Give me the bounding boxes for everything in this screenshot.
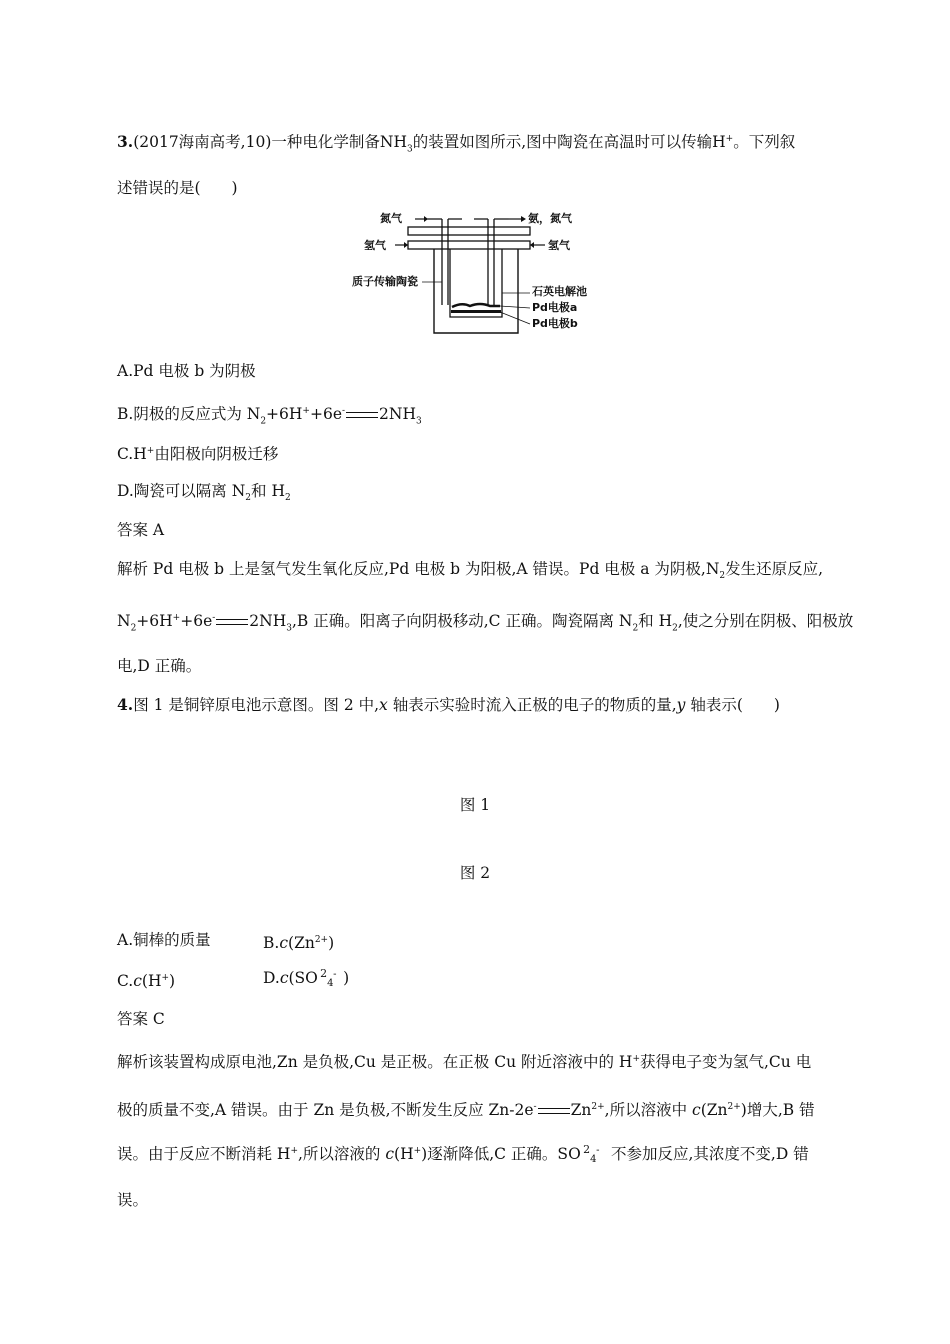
q4-option-c: C.c(H+) — [117, 972, 176, 991]
label-hydrogen-right: 氢气 — [548, 239, 570, 252]
q3-stem-line2: 述错误的是( ) — [117, 179, 238, 197]
label-electrode-a: Pd电极a — [532, 301, 578, 314]
q3-number: 3. — [117, 132, 134, 152]
q3-option-a: A.Pd 电极 b 为阴极 — [117, 362, 256, 380]
sulfate-ion-explanation: O 2 4 - — [568, 1143, 600, 1166]
outer-vessel — [434, 249, 518, 333]
q4-option-b: $B.c(Zn^{2+})$ — [263, 934, 335, 953]
label-ammonia-nitrogen-out: 氨，氮气 — [528, 212, 572, 225]
q4-option-a: A.铜棒的质量 — [117, 931, 211, 949]
q4-explanation-line3: 误。由于反应不断消耗 H+,所以溶液的 c(H+)逐渐降低,C 正确。SO 2 4 - 不参加反应,其浓度不变,D 错 — [117, 1143, 809, 1166]
lid-top-plate — [408, 227, 530, 235]
q4-stem: 4.图 1 是铜锌原电池示意图。图 2 中,x 轴表示实验时流入正极的电子的物质的量,y 轴表示( ) — [117, 695, 780, 714]
figure-1-caption: 图 1 — [459, 796, 491, 814]
q3-option-b: B.阴极的反应式为 $N_2+6H^++6e^-$ $2NH_3$ — [117, 405, 422, 427]
q3-option-c: C.H+由阳极向阴极迁移 — [117, 445, 279, 464]
label-electrode-b: Pd电极b — [532, 317, 578, 330]
q3-explanation-line1: 解析 Pd 电极 b 上是氢气发生氧化反应,Pd 电极 b 为阳极,A 错误。Pd 电极 a 为阴极$,N_2$发生还原反应, — [117, 560, 824, 582]
sulfate-ion: O 2 4 - — [305, 967, 337, 989]
q3-explanation-line2: $N_2+6H^++6e^-$ $2NH_3,B$ 正确。阳离子向阴极移动,C 正确。陶瓷隔离 $N_2$和 $H_2$,使之分别在阴极、阳极放 — [117, 612, 854, 634]
electrolysis-apparatus-figure — [350, 205, 610, 350]
label-nitrogen-in: 氮气 — [380, 212, 402, 225]
q4-explanation-line2: 极的质量不变,A 错误。由于 Zn 是负极,不断发生反应 Zn-2e- $Zn^{2+}$,所以溶液中 $c(Zn^{2+})$增大,B 错 — [117, 1101, 815, 1120]
q4-explanation-line1: 解析该装置构成原电池,Zn 是负极,Cu 是正极。在正极 Cu 附近溶液中的 H+获得电子变为氢气,Cu 电 — [117, 1053, 812, 1072]
pd-electrode-a — [452, 304, 500, 307]
q4-explanation-line4: 误。 — [117, 1191, 149, 1209]
label-quartz-cell: 石英电解池 — [532, 285, 587, 298]
q3-stem-line1: 3.(2017海南高考,10)一种电化学制备$NH_3$的装置如图所示,图中陶瓷在高温时可以传输H+。下列叙 — [117, 132, 796, 155]
figure-2-caption: 图 2 — [459, 864, 491, 882]
q3-answer: 答案 A — [117, 521, 165, 539]
label-proton-ceramic: 质子传输陶瓷 — [352, 275, 418, 288]
equals-sign — [346, 412, 378, 418]
label-hydrogen-left: 氢气 — [364, 239, 386, 252]
q4-option-d: D.c(SO 2 4 - ) — [263, 967, 350, 989]
lid-bottom-plate — [408, 241, 530, 249]
pd-electrode-b — [451, 310, 501, 313]
q4-answer: 答案 C — [117, 1010, 165, 1028]
q3-explanation-line3: 电,D 正确。 — [117, 657, 202, 675]
q4-number: 4. — [117, 695, 134, 714]
q3-option-d: D.陶瓷可以隔离 $N_2$和 $H_2$ — [117, 482, 291, 504]
